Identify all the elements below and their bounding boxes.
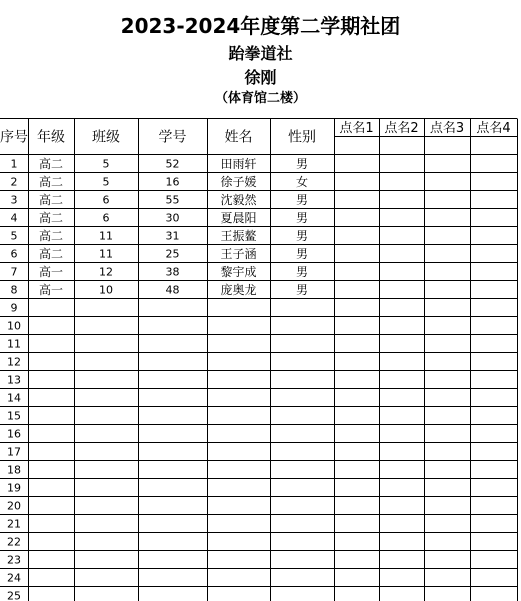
rollcall-header: 点名3 [429,121,465,136]
column-header: 序号 [0,129,28,146]
cell-name: 黎宇成 [220,265,257,279]
cell-no: 9 [10,301,18,315]
cell-gender: 女 [295,175,309,189]
cell-gender: 男 [295,247,309,261]
cell-no: 19 [7,481,21,495]
cell-no: 20 [7,499,21,513]
cell-class: 10 [99,283,113,297]
cell-name: 夏晨阳 [220,211,257,225]
cell-no: 14 [7,391,21,405]
cell-gender: 男 [295,265,309,279]
rollcall-header: 点名2 [384,121,419,136]
cell-id: 30 [165,211,180,225]
location: （体育馆二楼） [214,91,306,106]
cell-grade: 高二 [38,211,64,225]
column-header: 班级 [92,129,120,146]
cell-no: 7 [10,265,18,279]
cell-id: 38 [165,265,180,279]
column-header: 年级 [37,129,65,146]
cell-no: 4 [10,211,18,225]
column-header: 学号 [158,129,187,146]
cell-no: 23 [7,553,21,567]
cell-no: 6 [10,247,18,261]
cell-name: 田雨轩 [220,157,257,171]
cell-name: 沈毅然 [220,193,257,207]
rollcall-header: 点名4 [476,121,511,136]
cell-name: 庞奥龙 [220,283,257,297]
cell-grade: 高一 [38,265,64,279]
cell-grade: 高二 [38,229,64,243]
cell-class: 5 [102,175,110,189]
cell-no: 3 [10,193,18,207]
cell-no: 1 [10,157,18,171]
column-header: 性别 [288,129,316,146]
cell-no: 11 [7,337,21,351]
cell-gender: 男 [295,211,309,225]
cell-id: 16 [165,175,180,189]
cell-grade: 高二 [38,193,64,207]
cell-no: 24 [7,571,21,585]
teacher-name: 徐刚 [244,68,277,87]
cell-grade: 高二 [38,175,64,189]
cell-no: 25 [7,589,21,601]
cell-class: 5 [102,157,110,171]
cell-class: 11 [99,247,113,261]
cell-no: 16 [7,427,21,441]
cell-id: 25 [165,247,180,261]
cell-no: 8 [10,283,18,297]
cell-name: 王子涵 [220,247,257,261]
cell-no: 22 [7,535,21,549]
cell-no: 10 [7,319,21,333]
cell-id: 55 [165,193,180,207]
cell-id: 52 [165,157,180,171]
cell-gender: 男 [295,229,309,243]
cell-no: 17 [7,445,21,459]
cell-no: 2 [10,175,18,189]
cell-no: 18 [7,463,21,477]
cell-name: 王振鳌 [220,229,257,243]
cell-name: 徐子媛 [220,175,257,189]
cell-gender: 男 [295,157,309,171]
club-name: 跆拳道社 [228,44,293,63]
cell-gender: 男 [295,193,309,207]
column-header: 姓名 [224,129,253,146]
cell-grade: 高二 [38,247,64,261]
cell-class: 12 [99,265,113,279]
cell-gender: 男 [295,283,309,297]
rollcall-header: 点名1 [339,121,374,136]
cell-no: 13 [7,373,21,387]
semester-title: 2023-2024年度第二学期社团 [120,14,401,38]
cell-id: 31 [165,229,180,243]
cell-no: 5 [10,229,18,243]
cell-id: 48 [165,283,180,297]
cell-class: 11 [99,229,113,243]
cell-class: 6 [102,193,110,207]
cell-class: 6 [102,211,110,225]
cell-no: 15 [7,409,21,423]
cell-grade: 高一 [38,283,64,297]
cell-no: 21 [7,517,21,531]
cell-no: 12 [7,355,21,369]
cell-grade: 高二 [38,157,64,171]
